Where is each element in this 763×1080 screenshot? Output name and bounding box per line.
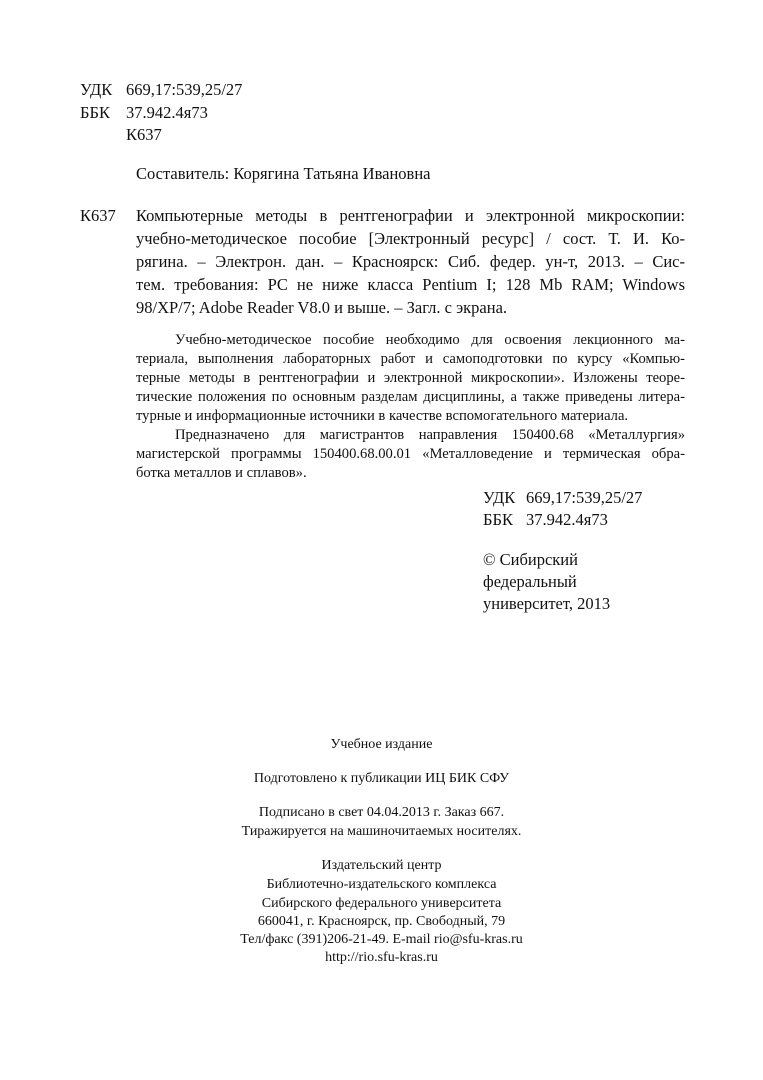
abstract-line: турные и информационные источники в качестве вспомогательного материала. xyxy=(136,408,629,424)
abstract-line: магистерской программы 150400.68.00.01 «Металловедение и термическая обра- xyxy=(136,446,685,462)
prepared-line: Подготовлено к публикации ИЦ БИК СФУ xyxy=(253,771,510,786)
publisher-line: Библиотечно-издательского комплекса xyxy=(266,877,497,892)
abstract-line: Учебно-методическое пособие необходимо для освоения лекционного ма- xyxy=(175,332,685,348)
record-line: учебно-методическое пособие [Электронный ресурс] / сост. Т. И. Ко- xyxy=(136,229,685,248)
right-bbk-label: ББК xyxy=(483,510,513,529)
right-udk-label: УДК xyxy=(483,488,516,507)
compiler-line: Составитель: Корягина Татьяна Ивановна xyxy=(136,164,431,183)
abstract-line: тические положения по основным разделам дисциплины, а также приведены литера- xyxy=(136,389,685,405)
abstract-line: Предназначено для магистрантов направления 150400.68 «Металлургия» xyxy=(175,427,685,443)
abstract-line: терные методы в рентгенографии и электронной микроскопии». Изложены теоре- xyxy=(136,370,685,386)
publisher-line: Издательский центр xyxy=(321,858,442,873)
signed-line: Подписано в свет 04.04.2013 г. Заказ 667. xyxy=(258,805,505,820)
author-mark: К637 xyxy=(126,125,162,144)
right-bbk-value: 37.942.4я73 xyxy=(526,510,608,529)
publisher-line: Сибирского федерального университета xyxy=(261,896,502,911)
bbk-value: 37.942.4я73 xyxy=(126,103,208,122)
record-line: 98/XP/7; Adobe Reader V8.0 и выше. – Загл. с экрана. xyxy=(136,298,508,317)
abstract-line: ботка металлов и сплавов». xyxy=(136,465,307,481)
copyright-line: © Сибирский xyxy=(483,550,578,569)
record-line: Компьютерные методы в рентгенографии и электронной микроскопии: xyxy=(136,206,685,225)
abstract-line: териала, выполнения лабораторных работ и самоподготовки по курсу «Компью- xyxy=(136,351,685,367)
publisher-contacts: Тел/факс (391)206-21-49. E-mail rio@sfu-kras.ru xyxy=(240,932,523,947)
udk-value: 669,17:539,25/27 xyxy=(126,80,243,99)
right-udk-value: 669,17:539,25/27 xyxy=(526,488,643,507)
record-line: рягина. – Электрон. дан. – Красноярск: Сиб. федер. ун-т, 2013. – Сис- xyxy=(136,252,685,271)
record-mark: К637 xyxy=(80,206,116,225)
edition-type: Учебное издание xyxy=(330,737,433,752)
bbk-label: ББК xyxy=(80,103,110,122)
copyright-line: федеральный xyxy=(483,572,577,591)
publisher-website: http://rio.sfu-kras.ru xyxy=(325,950,438,965)
udk-label: УДК xyxy=(80,80,113,99)
distribution-line: Тиражируется на машиночитаемых носителях. xyxy=(241,824,522,839)
record-line: тем. требования: PC не ниже класса Pentium I; 128 Mb RAM; Windows xyxy=(136,275,685,294)
publisher-address: 660041, г. Красноярск, пр. Свободный, 79 xyxy=(257,914,506,929)
copyright-line: университет, 2013 xyxy=(483,594,611,613)
